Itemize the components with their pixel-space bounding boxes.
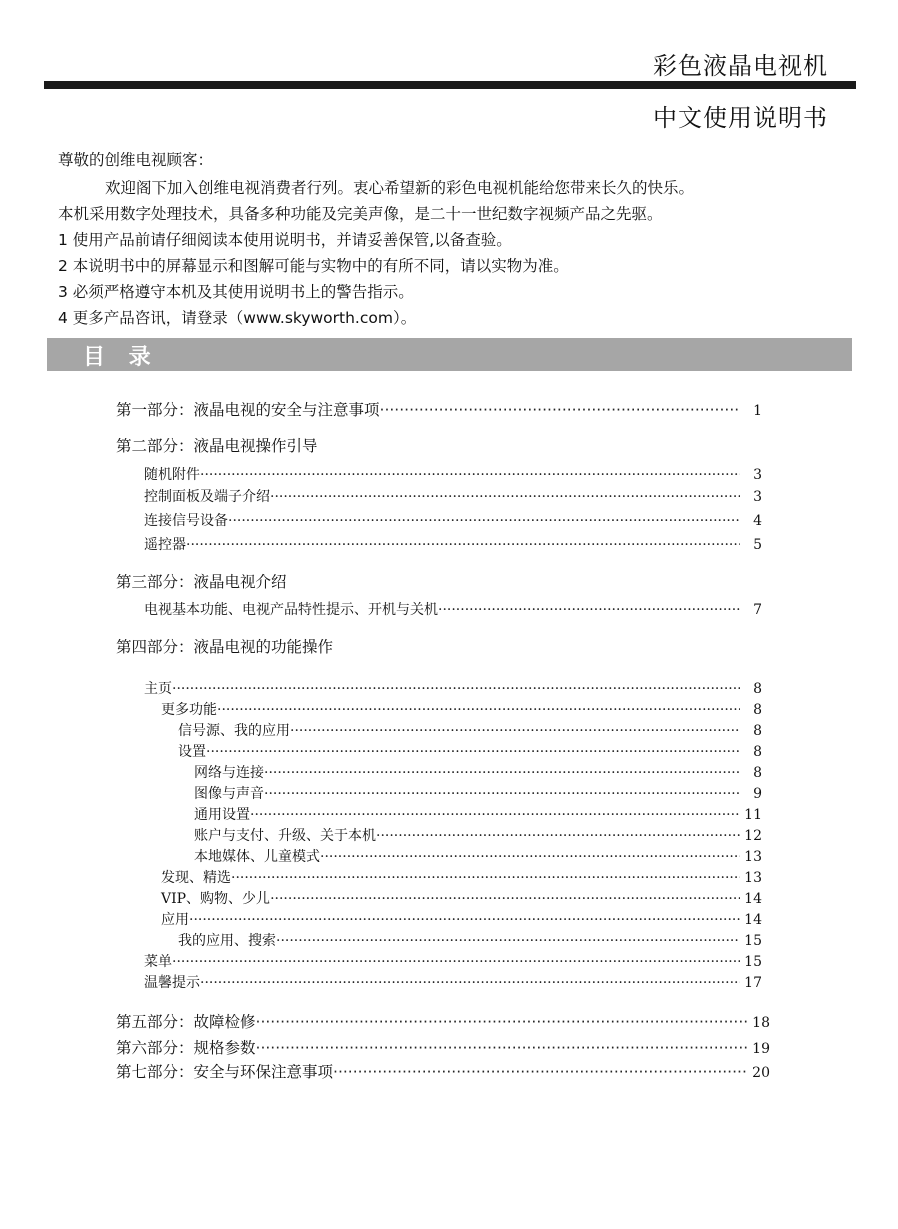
toc-item-label: 随机附件 — [144, 467, 200, 483]
toc-item-label: 图像与声音 — [194, 786, 264, 802]
toc-item[interactable] — [161, 888, 762, 908]
toc-item[interactable] — [161, 867, 762, 887]
toc-item-page: 13 — [744, 849, 762, 865]
toc-part7-label: 第七部分：安全与环保注意事项 — [116, 1063, 334, 1081]
toc-item-page: 13 — [744, 870, 762, 886]
toc-part4-heading: 第四部分：液晶电视的功能操作 — [116, 638, 334, 656]
toc-part6-page: 19 — [752, 1041, 770, 1057]
toc-item-page: 14 — [744, 891, 762, 907]
greeting: 尊敬的创维电视顾客： — [58, 151, 214, 169]
note-1: 1 使用产品前请仔细阅读本使用说明书，并请妥善保管,以备查验。 — [58, 231, 512, 249]
toc-item[interactable] — [144, 599, 762, 619]
toc-item-page: 12 — [744, 828, 762, 844]
toc-item-page: 5 — [753, 537, 762, 553]
toc-item-label: 通用设置 — [194, 807, 250, 823]
toc-part5-label: 第五部分：故障检修 — [116, 1013, 256, 1031]
toc-heading-band — [47, 338, 852, 371]
leader-dots — [200, 975, 740, 991]
toc-part5[interactable] — [116, 1010, 770, 1032]
welcome-text: 欢迎阁下加入创维电视消费者行列。衷心希望新的彩色电视机能给您带来长久的快乐。 — [105, 179, 695, 197]
leader-dots — [256, 1039, 748, 1057]
toc-item-page: 8 — [753, 744, 762, 760]
toc-item-label: 本地媒体、儿童模式 — [194, 849, 320, 865]
toc-item-page: 4 — [753, 513, 762, 529]
toc-item-page: 3 — [753, 467, 762, 483]
toc-item-label: 主页 — [144, 681, 172, 697]
toc-item-label: 连接信号设备 — [144, 513, 228, 529]
toc-item-label: 账户与支付、升级、关于本机 — [194, 828, 376, 844]
leader-dots — [376, 828, 740, 844]
leader-dots — [217, 702, 740, 718]
leader-dots — [380, 401, 740, 419]
toc-item-label: 网络与连接 — [194, 765, 264, 781]
leader-dots — [186, 537, 740, 553]
toc-item-label: 设置 — [178, 744, 206, 760]
leader-dots — [256, 1013, 748, 1031]
leader-dots — [231, 870, 740, 886]
leader-dots — [270, 489, 740, 505]
toc-item-label: 控制面板及端子介绍 — [144, 489, 270, 505]
toc-item-label: 遥控器 — [144, 537, 186, 553]
toc-item-label: VIP、购物、少儿 — [161, 891, 271, 907]
document-subtitle: 中文使用说明书 — [653, 104, 828, 132]
note-2: 2 本说明书中的屏幕显示和图解可能与实物中的有所不同，请以实物为准。 — [58, 257, 569, 275]
toc-item[interactable] — [144, 510, 762, 530]
toc-item[interactable] — [144, 486, 762, 506]
header-divider — [44, 81, 856, 89]
toc-item-page: 8 — [753, 723, 762, 739]
leader-dots — [438, 602, 740, 618]
toc-item[interactable] — [178, 720, 762, 740]
document-title: 彩色液晶电视机 — [653, 52, 828, 80]
leader-dots — [290, 723, 740, 739]
leader-dots — [189, 912, 740, 928]
toc-item[interactable] — [194, 825, 762, 845]
toc-item-label: 我的应用、搜索 — [178, 933, 276, 949]
toc-item-page: 8 — [753, 681, 762, 697]
leader-dots — [276, 933, 740, 949]
toc-item[interactable] — [194, 783, 762, 803]
toc-part6-label: 第六部分：规格参数 — [116, 1039, 256, 1057]
tech-text: 本机采用数字处理技术，具备多种功能及完美声像，是二十一世纪数字视频产品之先驱。 — [58, 205, 663, 223]
toc-item[interactable] — [194, 846, 762, 866]
toc-item-page: 11 — [744, 807, 762, 823]
toc-item-label: 信号源、我的应用 — [178, 723, 290, 739]
leader-dots — [333, 1063, 748, 1081]
leader-dots — [250, 807, 740, 823]
leader-dots — [172, 681, 740, 697]
toc-item-page: 9 — [753, 786, 762, 802]
leader-dots — [228, 513, 740, 529]
toc-part7[interactable] — [116, 1060, 770, 1082]
toc-part1-page: 1 — [753, 403, 762, 419]
toc-item-page: 8 — [753, 702, 762, 718]
toc-item[interactable] — [178, 930, 762, 950]
toc-item-label: 发现、精选 — [161, 870, 231, 886]
toc-part5-page: 18 — [752, 1015, 770, 1031]
toc-heading: 目 录 — [83, 345, 159, 370]
toc-item-page: 8 — [753, 765, 762, 781]
toc-part1[interactable] — [116, 398, 762, 420]
toc-item-page: 15 — [744, 954, 762, 970]
toc-item-page: 3 — [753, 489, 762, 505]
leader-dots — [270, 891, 740, 907]
toc-item[interactable] — [144, 464, 762, 484]
leader-dots — [206, 744, 740, 760]
toc-item[interactable] — [178, 741, 762, 761]
toc-item-page: 7 — [753, 602, 762, 618]
toc-part1-label: 第一部分：液晶电视的安全与注意事项 — [116, 401, 380, 419]
toc-item-label: 菜单 — [144, 954, 172, 970]
toc-item-page: 14 — [744, 912, 762, 928]
toc-item-label: 应用 — [161, 912, 189, 928]
note-3: 3 必须严格遵守本机及其使用说明书上的警告指示。 — [58, 283, 414, 301]
toc-part6[interactable] — [116, 1036, 770, 1058]
toc-item-label: 温馨提示 — [144, 975, 200, 991]
leader-dots — [172, 954, 740, 970]
toc-part2-heading: 第二部分：液晶电视操作引导 — [116, 437, 318, 455]
toc-item[interactable] — [144, 534, 762, 554]
leader-dots — [264, 786, 740, 802]
note-4: 4 更多产品咨讯，请登录（www.skyworth.com）。 — [58, 309, 417, 327]
toc-item[interactable] — [144, 678, 762, 698]
toc-item[interactable] — [161, 909, 762, 929]
toc-item-page: 15 — [744, 933, 762, 949]
toc-item[interactable] — [144, 951, 762, 971]
toc-item[interactable] — [194, 762, 762, 782]
leader-dots — [320, 849, 740, 865]
toc-part3-heading: 第三部分：液晶电视介绍 — [116, 573, 287, 591]
toc-part7-page: 20 — [752, 1065, 770, 1081]
leader-dots — [264, 765, 740, 781]
toc-item-page: 17 — [744, 975, 762, 991]
toc-item[interactable] — [194, 804, 762, 824]
toc-item-label: 电视基本功能、电视产品特性提示、开机与关机 — [144, 602, 438, 618]
toc-item-label: 更多功能 — [161, 702, 217, 718]
leader-dots — [200, 467, 740, 483]
toc-item[interactable] — [161, 699, 762, 719]
toc-item[interactable] — [144, 972, 762, 992]
